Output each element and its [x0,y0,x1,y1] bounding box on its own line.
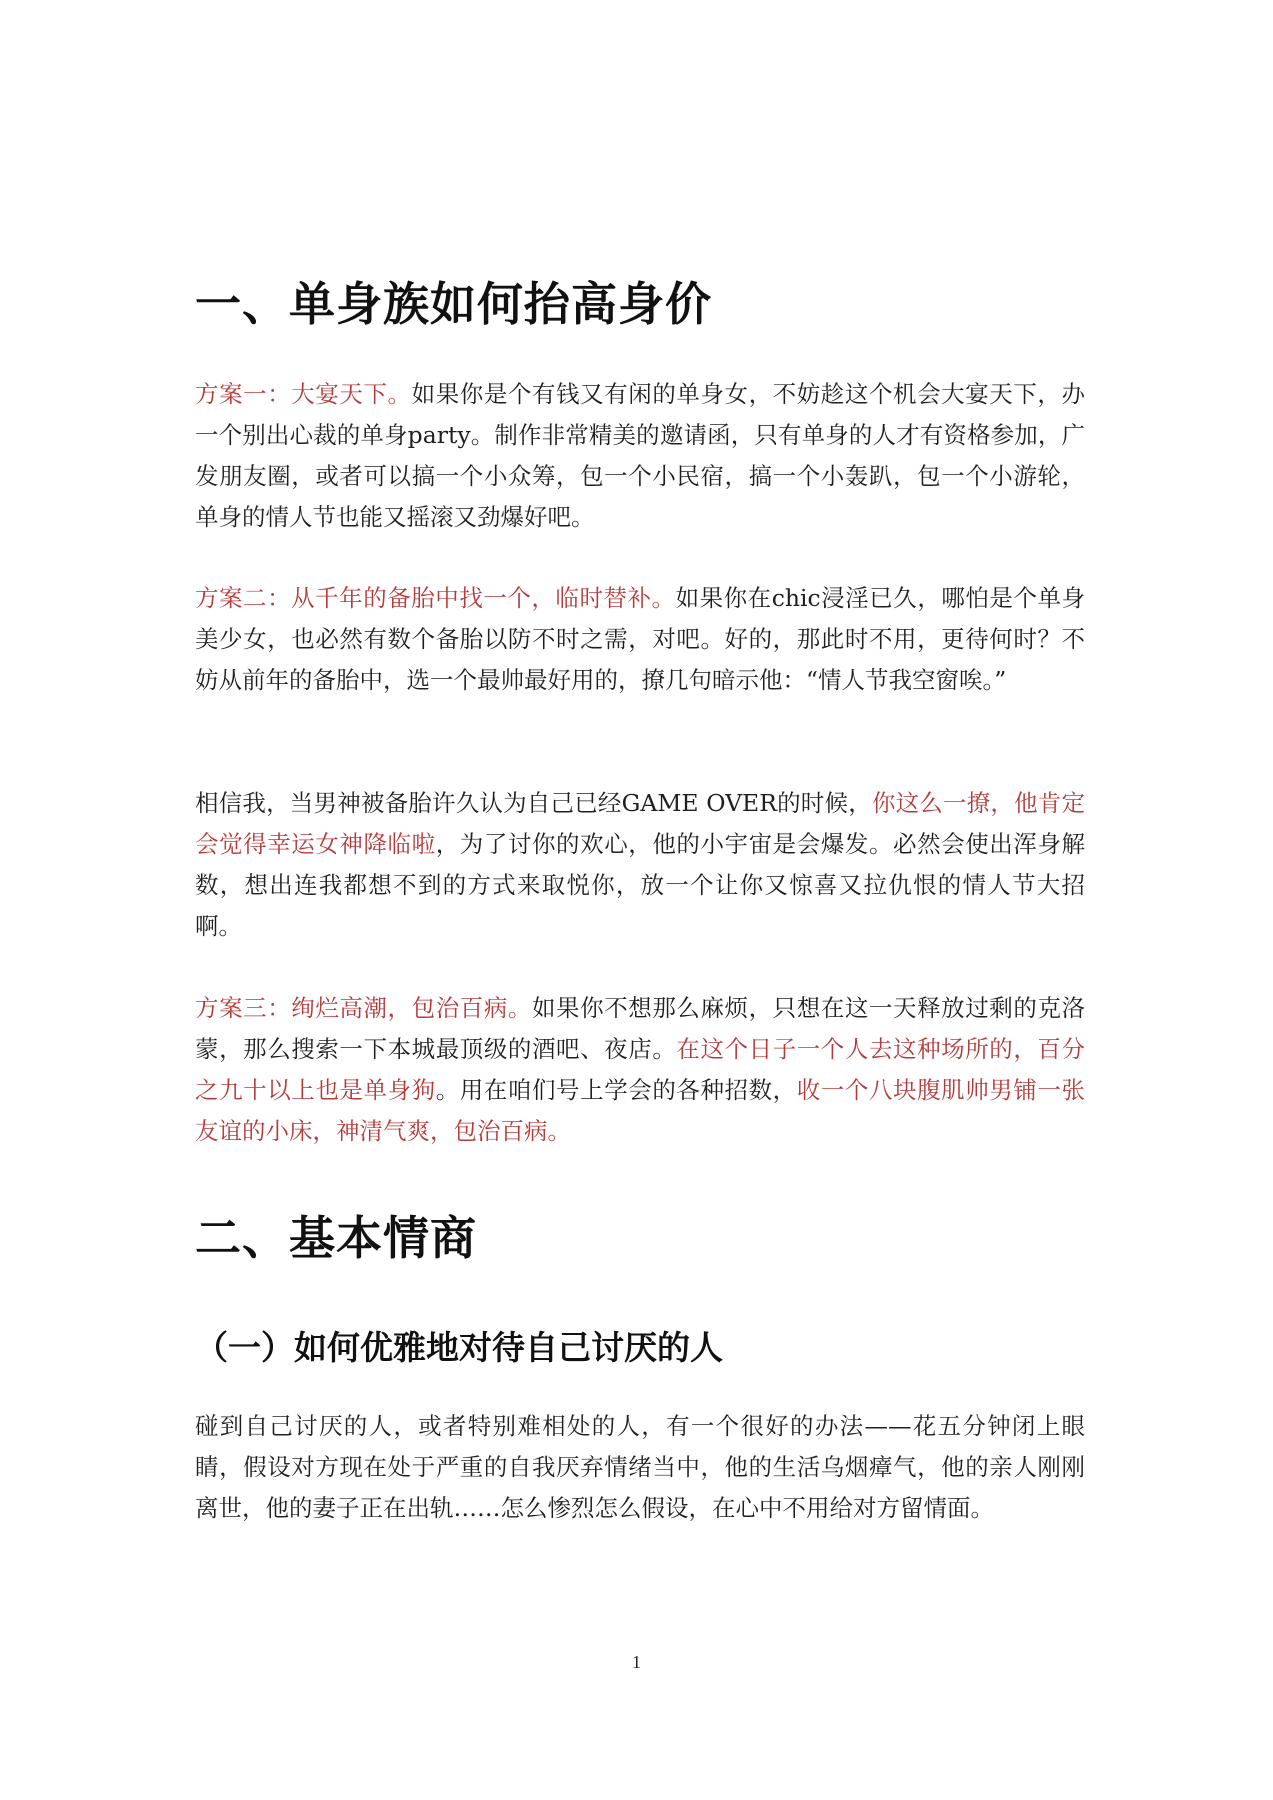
plan-2-text: 如果你在chic浸淫已久，哪怕是个单身美少女，也必然有数个备胎以防不时之需，对吧。好的，那此时不用，更待何时？不妨从前年的备胎中，选一个最帅最好用的，撩几句暗示他：“情人节我空窗唉。” [195,584,1086,694]
believe-text-before: 相信我，当男神被备胎许久认为自己已经GAME OVER的时候， [195,789,872,817]
paragraph-plan-3 [195,988,1085,1152]
plan-2-label: 方案二：从千年的备胎中找一个，临时替补。 [195,584,676,612]
plan-3-highlight-1: 在这个日子一个人去这种场所的，百分之九十以上也是单身狗 [195,1035,1086,1104]
plan-3-text: 如果你不想那么麻烦，只想在这一天释放过剩的克洛蒙，那么搜索一下本城最顶级的酒吧、夜店。 [195,994,1086,1063]
plan-1-label: 方案一：大宴天下。 [195,380,412,408]
page-number: 1 [632,1652,641,1672]
plan-3-text-2: 。用在咱们号上学会的各种招数， [435,1076,797,1104]
paragraph-plan-1 [195,374,1085,538]
plan-3-highlight-2: 收一个八块腹肌帅男铺一张友谊的小床，神清气爽，包治百病。 [195,1076,1086,1145]
believe-highlight: 你这么一撩，他肯定会觉得幸运女神降临啦 [195,789,1086,858]
paragraph-dislike: 碰到自己讨厌的人，或者特别难相处的人，有一个很好的办法——花五分钟闭上眼睛，假设对方现在处于严重的自我厌弃情绪当中，他的生活乌烟瘴气，他的亲人刚刚离世，他的妻子正在出轨……怎么惨烈怎么假设，在心中不用给对方留情面。 [195,1412,1085,1522]
plan-1-text: 如果你是个有钱又有闲的单身女，不妨趁这个机会大宴天下，办一个别出心裁的单身party。制作非常精美的邀请函，只有单身的人才有资格参加，广发朋友圈，或者可以搞一个小众筹，包一个小民宿，搞一个小轰趴，包一个小游轮，单身的情人节也能又摇滚又劲爆好吧。 [195,380,1085,531]
paragraph-believe-me [195,783,1085,947]
section-2-heading: 二、基本情商 [195,1211,477,1265]
plan-3-label: 方案三：绚烂高潮，包治百病。 [195,994,532,1022]
section-1-heading: 一、单身族如何抬高身价 [195,277,712,331]
paragraph-plan-2 [195,578,1085,701]
believe-text-after: ，为了讨你的欢心，他的小宇宙是会爆发。必然会使出浑身解数，想出连我都想不到的方式来取悦你，放一个让你又惊喜又拉仇恨的情人节大招啊。 [195,830,1086,940]
section-2-subheading: （一）如何优雅地对待自己讨厌的人 [195,1328,723,1367]
